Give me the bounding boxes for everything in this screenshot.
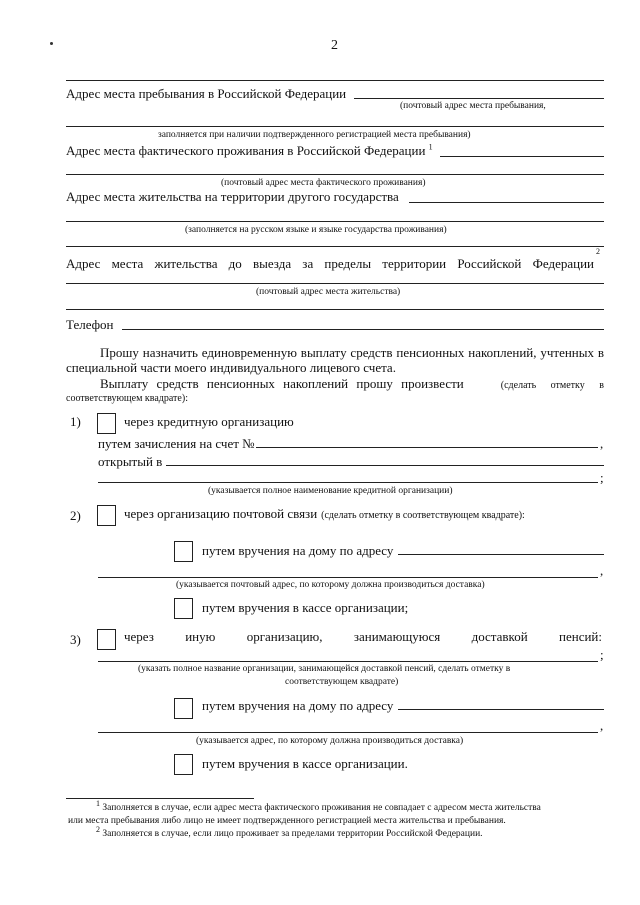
phone-label: Телефон xyxy=(66,317,114,332)
option-3-org-field[interactable] xyxy=(98,661,598,662)
stay-address-hint: (почтовый адрес места пребывания, xyxy=(400,101,546,111)
option-1-number: 1) xyxy=(70,414,81,429)
account-field[interactable] xyxy=(256,447,598,448)
footnote-1-line-1: Заполняется в случае, если адрес места фактического проживания не совпадает с адресом места жительства xyxy=(102,803,541,813)
option-2-home-field-2[interactable] xyxy=(98,577,598,578)
option-2-home-checkbox[interactable] xyxy=(174,541,193,562)
foreign-address-field[interactable] xyxy=(409,202,604,203)
option-2-cash-checkbox[interactable] xyxy=(174,598,193,619)
option-2-cash-label: путем вручения в кассе организации; xyxy=(202,600,409,615)
request-line-1: Прошу назначить единовременную выплату средств пенсионных накоплений, учтенных в xyxy=(100,345,604,360)
option-2-home-hint: (указывается почтовый адрес, по которому должна производиться доставка) xyxy=(176,580,485,590)
footnote-2-number: 2 xyxy=(96,824,100,834)
option-3-hint-1: (указать полное название организации, занимающейся доставкой пенсий, сделать отметку в xyxy=(138,664,511,674)
option-3-checkbox[interactable] xyxy=(97,629,116,650)
pre-departure-hint: (почтовый адрес места жительства) xyxy=(256,287,401,297)
option-1-hint: (указывается полное наименование кредитной организации) xyxy=(208,486,453,496)
footnote-1-number: 1 xyxy=(96,798,100,808)
request-line-4: соответствующем квадрате): xyxy=(66,393,188,404)
pre-departure-field-2[interactable] xyxy=(66,309,604,310)
option-2-label: через организацию почтовой связи xyxy=(124,506,318,521)
actual-address-hint: (почтовый адрес места фактического проживания) xyxy=(221,178,426,188)
scan-dot xyxy=(50,42,53,45)
option-3-home-field-2[interactable] xyxy=(98,732,598,733)
request-line-3-note: (сделать отметку в xyxy=(500,380,604,391)
foreign-address-field-2[interactable] xyxy=(66,221,604,222)
option-3-hint-2: соответствующем квадрате) xyxy=(285,677,399,687)
request-line-2: специальной части моего индивидуального лицевого счета. xyxy=(66,360,396,375)
option-3-cash-checkbox[interactable] xyxy=(174,754,193,775)
stay-address-hint-2: заполняется при наличии подтвержденного регистрацией места пребывания) xyxy=(158,130,471,140)
request-line-3: Выплату средств пенсионных накоплений прошу произвести xyxy=(100,376,464,391)
option-2-number: 2) xyxy=(70,508,81,523)
option-2-note: (сделать отметку в соответствующем квадрате): xyxy=(321,510,525,521)
option-2-home-label: путем вручения на дому по адресу xyxy=(202,543,394,558)
option-1-checkbox[interactable] xyxy=(97,413,116,434)
pre-departure-label: Адрес места жительства до выезда за пределы территории Российской Федерации xyxy=(66,256,594,271)
footnote-2-text: Заполняется в случае, если лицо проживает за пределами территории Российской Федерации. xyxy=(102,829,483,839)
option-3-number: 3) xyxy=(70,632,81,647)
foreign-address-field-3[interactable] xyxy=(66,246,604,247)
option-3-cash-label: путем вручения в кассе организации. xyxy=(202,756,408,771)
footnote-divider xyxy=(66,798,254,799)
option-3-home-checkbox[interactable] xyxy=(174,698,193,719)
form-line xyxy=(66,80,604,81)
foreign-address-hint: (заполняется на русском языке и языке государства проживания) xyxy=(185,225,447,235)
phone-field[interactable] xyxy=(122,329,604,330)
option-2-checkbox[interactable] xyxy=(97,505,116,526)
foreign-address-label: Адрес места жительства на территории другого государства xyxy=(66,189,399,204)
option-3-home-label: путем вручения на дому по адресу xyxy=(202,698,394,713)
actual-address-field[interactable] xyxy=(440,156,604,157)
option-3-home-hint: (указывается адрес, по которому должна производиться доставка) xyxy=(196,736,464,746)
page-number: 2 xyxy=(331,38,338,53)
actual-address-field-2[interactable] xyxy=(66,174,604,175)
option-1-label: через кредитную организацию xyxy=(124,414,294,429)
footnote-1-line-2: или места пребывания либо лицо не имеет подтвержденного регистрацией места жительства и пребывания. xyxy=(68,816,506,826)
opened-label: открытый в xyxy=(98,454,163,469)
bank-field-2[interactable] xyxy=(98,482,598,483)
option-2-home-field[interactable] xyxy=(398,554,604,555)
stay-address-field[interactable] xyxy=(354,98,604,99)
actual-address-label: Адрес места фактического проживания в Российской Федерации xyxy=(66,143,426,158)
option-3-label: через иную организацию, занимающуюся доставкой пенсий: xyxy=(124,629,602,644)
stay-address-field-2[interactable] xyxy=(66,126,604,127)
option-3-home-field[interactable] xyxy=(398,709,604,710)
account-label: путем зачисления на счет № xyxy=(98,436,255,451)
stay-address-label: Адрес места пребывания в Российской Федерации xyxy=(66,86,347,101)
pre-departure-field[interactable] xyxy=(66,283,604,284)
footnote-ref-1: 1 xyxy=(428,142,433,152)
bank-field[interactable] xyxy=(166,465,604,466)
